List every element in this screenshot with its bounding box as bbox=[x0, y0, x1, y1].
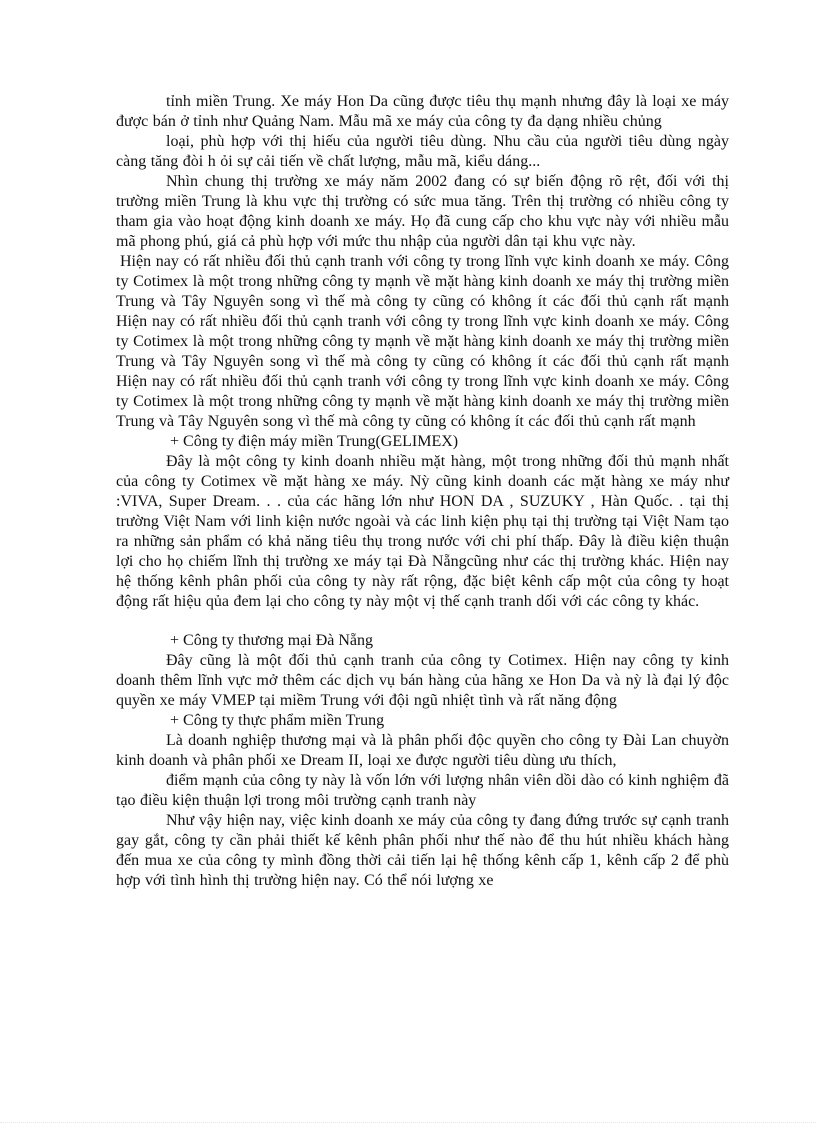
paragraph-continuation-1: tỉnh miền Trung. Xe máy Hon Da cũng được tiêu thụ mạnh nhưng đây là loại xe máy được bán ở tỉnh như Quảng Nam. Mẫu mã xe máy của công ty đa dạng nhiều chủng bbox=[116, 93, 729, 130]
heading-food-company: + Công ty thực phẩm miền Trung bbox=[170, 712, 385, 729]
paragraph-continuation-2: loại, phù hợp với thị hiếu của người tiêu dùng. Nhu cầu của người tiêu dùng ngày càng tăng đòi h ỏi sự cải tiến về chất lượng, mẫu mã, kiểu dáng... bbox=[116, 133, 729, 170]
paragraph-food-company-2: điểm mạnh của công ty này là vốn lớn với lượng nhân viên dồi dào có kinh nghiệm đã tạo điều kiện thuận lợi trong môi trường cạnh tranh này bbox=[116, 772, 729, 809]
paragraph-food-company-1: Là doanh nghiệp thương mại và là phân phối độc quyền cho công ty Đài Lan chuyờn kinh doanh và phân phối xe Dream II, loại xe được người tiêu dùng ưu thích, bbox=[116, 732, 729, 769]
paragraph-market-overview: Nhìn chung thị trường xe máy năm 2002 đang có sự biến động rõ rệt, đối với thị trường miền Trung là khu vực thị trường có sức mua tăng. Trên thị trường có nhiều công ty tham gia vào hoạt động kinh doanh xe máy. Họ đã cung cấp cho khu vực này với nhiều mẫu mã phong phú, giá cả phù hợp với mức thu nhập của người dân tại khu vực này. bbox=[116, 173, 729, 250]
heading-gelimex: + Công ty điện máy miền Trung(GELIMEX) bbox=[170, 433, 459, 450]
document-body bbox=[116, 92, 729, 891]
paragraph-conclusion: Như vậy hiện nay, việc kinh doanh xe máy của công ty đang đứng trước sự cạnh tranh gay gắt, công ty cần phải thiết kế kênh phân phối như thế nào để thu hút nhiều khách hàng đến mua xe của công ty mình đồng thời cải tiến lại hệ thống kênh cấp 1, kênh cấp 2 để phù hợp với tình hình thị trường hiện nay. Có thể nói lượng xe bbox=[116, 812, 729, 889]
paragraph-danang-trading: Đây cũng là một đối thủ cạnh tranh của công ty Cotimex. Hiện nay công ty kinh doanh thêm lĩnh vực mở thêm các dịch vụ bán hàng của hãng xe Hon Da và nỳ là đại lý độc quyền xe máy VMEP tại miềm Trung với đội ngũ nhiệt tình và rất năng động bbox=[116, 652, 729, 709]
heading-danang-trading: + Công ty thương mại Đà Nẵng bbox=[170, 632, 374, 649]
paragraph-competitors: Hiện nay có rất nhiều đối thủ cạnh tranh với công ty trong lĩnh vực kinh doanh xe máy. Công ty Cotimex là một trong những công ty mạnh về mặt hàng kinh doanh xe máy thị trường miền Trung và Tây Nguyên song vì thế mà công ty cũng có không ít các đối thủ cạnh rất mạnh Hiện nay có rất nhiều đối thủ cạnh tranh với công ty trong lĩnh vực kinh doanh xe máy. Công ty Cotimex là một trong những công ty mạnh về mặt hàng kinh doanh xe máy thị trường miền Trung và Tây Nguyên song vì thế mà công ty cũng có không ít các đối thủ cạnh rất mạnh Hiện nay có rất nhiều đối thủ cạnh tranh với công ty trong lĩnh vực kinh doanh xe máy. Công ty Cotimex là một trong những công ty mạnh về mặt hàng kinh doanh xe máy thị trường miền Trung và Tây Nguyên song vì thế mà công ty cũng có không ít các đối thủ cạnh rất mạnh bbox=[116, 253, 729, 430]
blank-line bbox=[116, 612, 729, 631]
paragraph-gelimex: Đây là một công ty kinh doanh nhiều mặt hàng, một trong những đối thủ mạnh nhất của công ty Cotimex về mặt hàng xe máy. Nỳ cũng kinh doanh các mặt hàng xe máy như :VIVA, Super Dream. . . của các hãng lớn như HON DA , SUZUKY , Hàn Quốc. . tại thị trường Việt Nam với linh kiện nước ngoài và các linh kiện phụ tại thị trường tại Việt Nam tạo ra những sản phẩm có khả năng tiêu thụ trong nước với chi phí thấp. Đây là điều kiện thuận lợi cho họ chiếm lĩnh thị trường xe máy tại Đà Nẵngcũng như các thị trường khác. Hiện nay hệ thống kênh phân phối của công ty này rất rộng, đặc biệt kênh cấp một của công ty hoạt động rất hiệu qủa đem lại cho công ty này một vị thế cạnh tranh dối với các công ty khác. bbox=[116, 453, 729, 610]
